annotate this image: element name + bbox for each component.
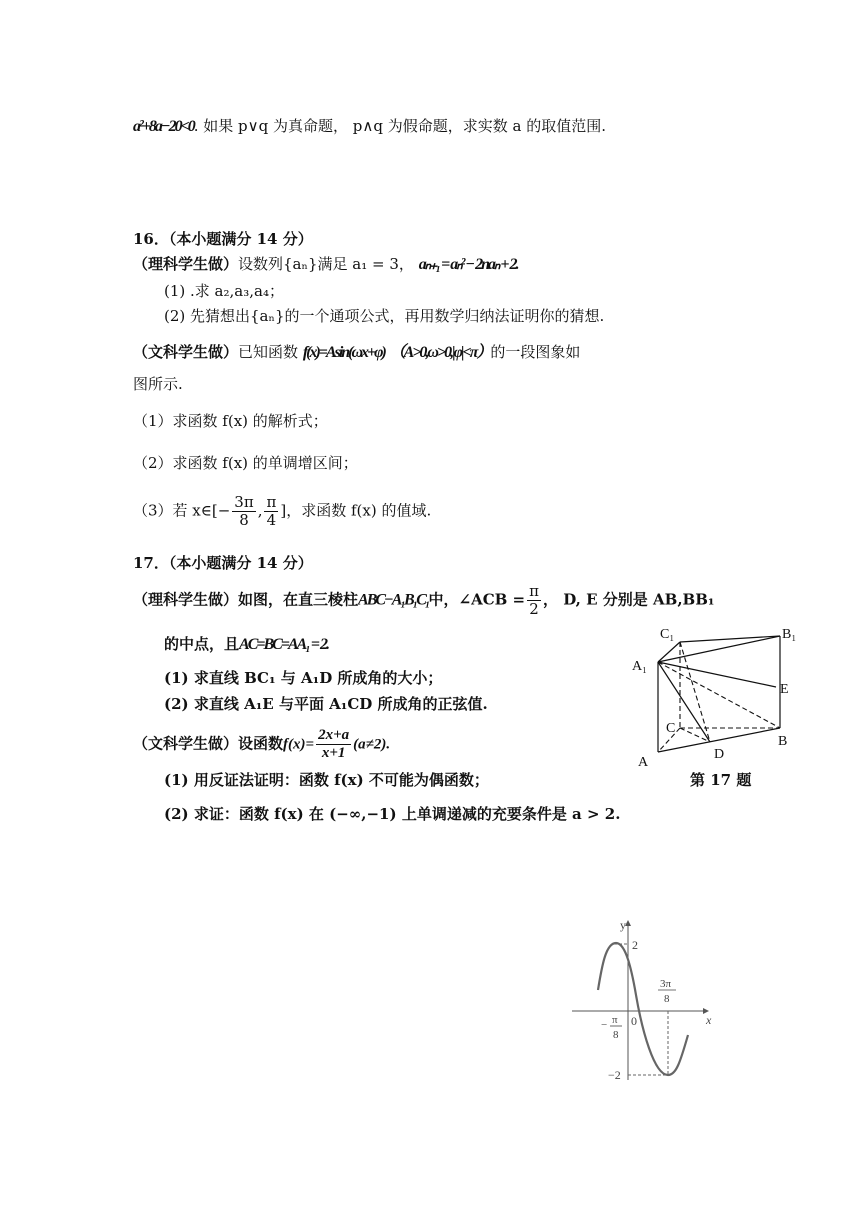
q17-science-part1: (1) 求直线 BC₁ 与 A₁D 所成角的大小； — [164, 669, 443, 687]
pos-tick-den: 8 — [664, 993, 670, 1005]
edge-a1-c1 — [658, 642, 680, 662]
label-a: A — [638, 755, 649, 770]
q17-liberal-condition: (a≠2). — [353, 736, 391, 753]
y-min-label: −2 — [608, 1068, 621, 1082]
q16-liberal-label: （文科学生做） — [133, 343, 239, 361]
q16-science-part2: (2) 先猜想出{aₙ}的一个通项公式，再用数学归纳法证明你的猜想. — [164, 307, 605, 325]
q17-science-text-b: 中，∠ACB = — [428, 590, 526, 609]
label-c1: C₁ — [660, 627, 675, 642]
q17-prism-name: ABC−A₁B₁C₁ — [358, 591, 429, 609]
fraction-denominator: 8 — [239, 511, 249, 529]
q16-fraction-3pi-8 — [232, 494, 255, 529]
q16-liberal-part3-sep: , — [257, 501, 263, 520]
label-b1: B₁ — [782, 627, 797, 642]
q16-liberal-part1: （1）求函数 f(x) 的解析式； — [133, 412, 328, 430]
fraction-numerator: π — [266, 493, 277, 511]
label-d: D — [714, 747, 725, 762]
q16-liberal-part3-a: （3）若 x∈[− — [133, 501, 231, 520]
sine-curve — [598, 943, 688, 1075]
y-axis-label: y — [620, 918, 626, 932]
fraction-denominator: 2 — [529, 600, 539, 618]
origin-label: 0 — [631, 1014, 637, 1028]
q16-liberal-text-b: 的一段图象如 — [490, 343, 581, 361]
q16-liberal-part3 — [133, 494, 431, 529]
q17-liberal-text: 设函数 — [238, 734, 284, 753]
q17-science-label: （理科学生做） — [133, 590, 239, 609]
q17-science-part2: (2) 求直线 A₁E 与平面 A₁CD 所成角的正弦值. — [164, 695, 488, 713]
q16-liberal-part3-b: ]，求函数 f(x) 的值域. — [280, 501, 432, 520]
fraction-numerator: 2x+a — [318, 727, 350, 743]
q15-tail — [133, 116, 606, 137]
q15-garbled-expression: a²+8a−20<0 — [133, 118, 194, 135]
q17-liberal-part1: (1) 用反证法证明：函数 f(x) 不可能为偶函数； — [164, 771, 489, 789]
q17-liberal-fraction — [316, 727, 351, 762]
fraction-denominator: 4 — [266, 511, 277, 529]
q16-science-text: 设数列{aₙ}满足 a₁ = 3， — [238, 255, 414, 273]
pos-tick-num: 3π — [660, 978, 672, 990]
q17-science-text-c: ， D, E 分别是 AB,BB₁ — [542, 590, 715, 609]
q17-liberal-fx: f(x)= — [283, 736, 315, 753]
q17-science-equation: AC=BC=AA₁ = 2. — [239, 636, 328, 653]
neg-tick-den: 8 — [613, 1029, 619, 1041]
q17-science-text-d: 的中点，且 — [164, 635, 240, 653]
fraction-numerator: π — [529, 582, 539, 600]
q16-science-label: （理科学生做） — [133, 255, 239, 273]
sine-graph-figure — [568, 915, 738, 1087]
q17-science-text-a: 如图，在直三棱柱 — [238, 590, 359, 609]
figure-caption: 第 17 题 — [690, 771, 752, 789]
neg-tick-num: π — [612, 1014, 618, 1026]
label-a1: A₁ — [632, 659, 647, 674]
y-max-label: 2 — [632, 938, 638, 952]
q16-science-part1: (1) .求 a₂,a₃,a₄； — [164, 282, 284, 300]
label-b: B — [778, 734, 788, 749]
edge-c1-d-hidden — [680, 642, 710, 742]
label-e: E — [780, 682, 789, 697]
q17-angle-fraction — [527, 583, 541, 618]
q16-liberal-text-c: 图所示. — [133, 375, 183, 393]
q17-liberal-intro — [133, 727, 390, 762]
fraction-denominator: x+1 — [321, 745, 346, 761]
label-c: C — [666, 721, 676, 736]
q16-fraction-pi-4 — [264, 494, 278, 529]
q15-question-text: . 如果 p∨q 为真命题， p∧q 为假命题，求实数 a 的取值范围. — [193, 117, 606, 135]
q16-liberal-intro — [133, 342, 580, 363]
prism-figure — [630, 620, 830, 790]
q17-liberal-label: （文科学生做） — [133, 734, 239, 753]
q17-science-midpoint — [164, 634, 328, 655]
q16-header: 16．（本小题满分 14 分） — [133, 230, 313, 248]
edge-a1-b-hidden — [658, 662, 780, 728]
q17-science-intro — [133, 583, 714, 618]
neg-tick-sign: − — [601, 1019, 608, 1031]
edge-a1-e — [658, 662, 776, 687]
q17-liberal-part2: (2) 求证：函数 f(x) 在 (−∞,−1) 上单调递减的充要条件是 a > 2. — [164, 805, 621, 823]
q16-liberal-text-a: 已知函数 — [238, 343, 299, 361]
q16-liberal-part2: （2）求函数 f(x) 的单调增区间； — [133, 454, 358, 472]
q16-science-intro — [133, 254, 517, 275]
x-axis-label: x — [706, 1013, 712, 1027]
fraction-numerator: 3π — [234, 493, 254, 511]
q16-science-formula: aₙ₊₁ = aₙ² − 2naₙ + 2. — [418, 256, 518, 273]
q16-liberal-formula: f(x)=Asin(ωx+φ) — [302, 344, 385, 361]
q17-header: 17．（本小题满分 14 分） — [133, 554, 313, 572]
q16-liberal-condition: （A>0,ω>0,|φ|<π） — [389, 344, 491, 361]
